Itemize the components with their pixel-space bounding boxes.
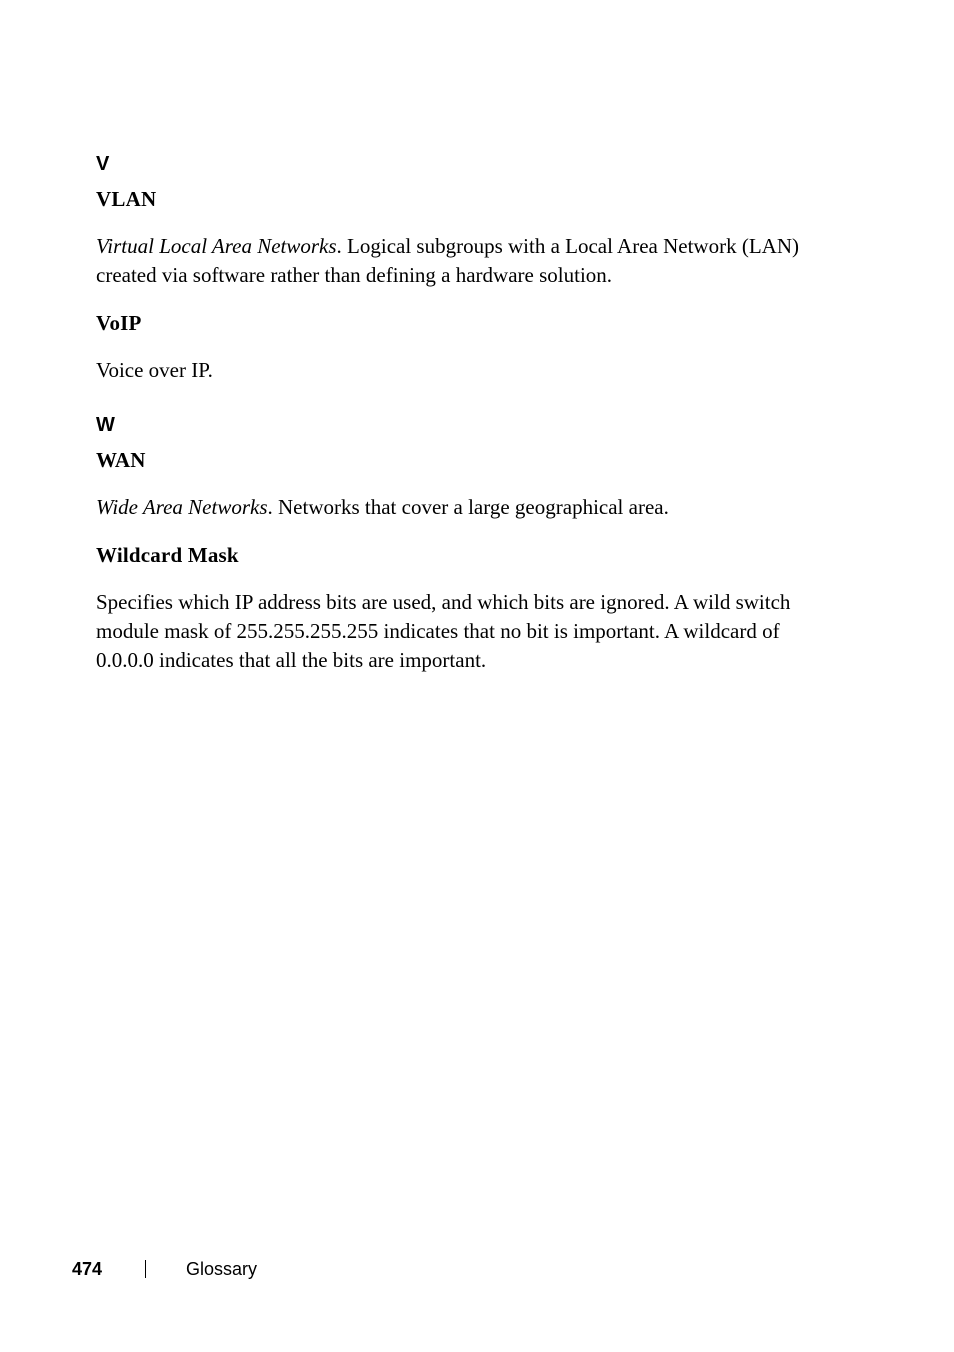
definition-wan [96, 493, 836, 522]
definition-wildcard-mask-text: Specifies which IP address bits are used, and which bits are ignored. A wild switch module mask of 255.255.255.255 indicates that no bit is important. A wildcard of 0.0.0.0 indicates that all the bits are important. [96, 590, 791, 672]
glossary-content [96, 152, 836, 695]
page-footer [72, 1256, 257, 1282]
definition-vlan-text: . Logical subgroups with a Local Area Network (LAN) created via software rather than defining a hardware solution. [96, 234, 799, 287]
section-letter-w: W [96, 414, 115, 436]
term-wildcard-mask: Wildcard Mask [96, 543, 239, 567]
definition-wan-italic: Wide Area Networks [96, 495, 268, 519]
section-letter-v: V [96, 153, 110, 175]
term-wan: WAN [96, 448, 146, 472]
definition-vlan [96, 232, 836, 290]
section-spacer [96, 405, 836, 413]
term-voip: VoIP [96, 311, 142, 335]
footer-chapter-title: Glossary [186, 1258, 258, 1279]
term-vlan: VLAN [96, 187, 157, 211]
definition-wan-text: . Networks that cover a large geographical area. [267, 495, 669, 519]
definition-voip [96, 356, 836, 385]
definition-voip-text: Voice over IP. [96, 358, 213, 382]
page-number: 474 [72, 1258, 103, 1279]
footer-divider [145, 1260, 146, 1278]
definition-wildcard-mask [96, 588, 836, 675]
definition-vlan-italic: Virtual Local Area Networks [96, 234, 337, 258]
